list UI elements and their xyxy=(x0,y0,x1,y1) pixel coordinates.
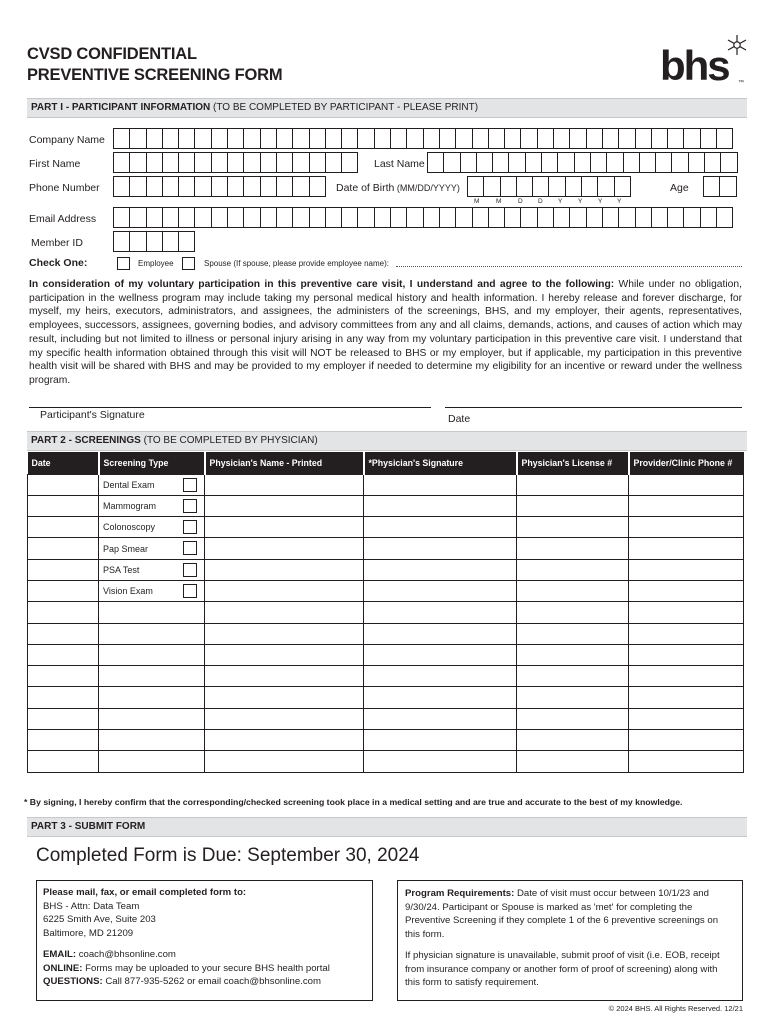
email-line xyxy=(43,948,366,962)
col-screening-type: Screening Type xyxy=(99,452,205,474)
physician-name-cell[interactable] xyxy=(205,730,364,751)
spouse-label: Spouse (If spouse, please provide employee name): xyxy=(204,259,389,268)
form-title xyxy=(27,44,282,86)
phone-cell[interactable] xyxy=(629,538,744,559)
col-date: Date xyxy=(28,452,99,474)
physician-signature-cell[interactable] xyxy=(364,666,517,687)
date-cell[interactable] xyxy=(28,730,99,751)
phone-cell[interactable] xyxy=(629,687,744,708)
colonoscopy-checkbox[interactable] xyxy=(183,520,197,534)
screening-type-cell[interactable] xyxy=(99,666,205,687)
dob-letter-d2: D xyxy=(538,198,543,205)
physician-signature-cell[interactable] xyxy=(364,559,517,580)
due-date-heading: Completed Form is Due: September 30, 2024 xyxy=(36,845,420,866)
screenings-table xyxy=(27,452,744,773)
phone-cell[interactable] xyxy=(629,751,744,772)
table-row xyxy=(28,644,744,665)
table-row xyxy=(28,474,744,495)
table-row xyxy=(28,708,744,729)
address-line-1: BHS - Attn: Data Team xyxy=(43,900,140,912)
screening-type-cell[interactable] xyxy=(99,602,205,623)
logo-text: bhs xyxy=(660,42,729,89)
phone-cell[interactable] xyxy=(629,623,744,644)
phone-number-label: Phone Number xyxy=(29,182,100,194)
table-row xyxy=(28,623,744,644)
first-name-field[interactable] xyxy=(113,152,358,173)
email-value[interactable]: coach@bhsonline.com xyxy=(76,949,176,960)
screening-type-cell xyxy=(99,474,205,495)
part3-header xyxy=(27,817,747,837)
screening-type-cell[interactable] xyxy=(99,687,205,708)
physician-signature-cell[interactable] xyxy=(364,517,517,538)
screening-type-cell xyxy=(99,559,205,580)
screening-type-cell xyxy=(99,495,205,516)
table-row xyxy=(28,602,744,623)
physician-name-cell[interactable] xyxy=(205,559,364,580)
col-license: Physician's License # xyxy=(517,452,629,474)
physician-signature-cell[interactable] xyxy=(364,495,517,516)
screening-mammogram: Mammogram xyxy=(103,500,157,511)
address-line-3: Baltimore, MD 21209 xyxy=(43,927,134,939)
check-one-label: Check One: xyxy=(29,257,88,269)
screening-type-cell[interactable] xyxy=(99,751,205,772)
table-header-row xyxy=(28,452,744,474)
date-cell[interactable] xyxy=(28,644,99,665)
requirements-key: Program Requirements: xyxy=(405,888,515,899)
dob-letter-m1: M xyxy=(474,198,480,205)
questions-key: QUESTIONS: xyxy=(43,976,103,987)
dob-letter-d1: D xyxy=(518,198,523,205)
dob-letter-y2: Y xyxy=(578,198,583,205)
phone-cell[interactable] xyxy=(629,474,744,495)
license-cell[interactable] xyxy=(517,559,629,580)
table-row xyxy=(28,751,744,772)
member-id-label: Member ID xyxy=(31,237,83,249)
online-line xyxy=(43,962,366,976)
physician-signature-cell[interactable] xyxy=(364,708,517,729)
table-row xyxy=(28,666,744,687)
physician-signature-cell[interactable] xyxy=(364,538,517,559)
date-cell[interactable] xyxy=(28,687,99,708)
dob-letter-y1: Y xyxy=(558,198,563,205)
license-cell[interactable] xyxy=(517,538,629,559)
table-row xyxy=(28,559,744,580)
date-cell[interactable] xyxy=(28,517,99,538)
col-physician-signature: *Physician's Signature xyxy=(364,452,517,474)
phone-number-field[interactable] xyxy=(113,176,326,197)
dob-letter-y4: Y xyxy=(617,198,622,205)
screening-type-cell xyxy=(99,517,205,538)
age-field[interactable] xyxy=(703,176,737,197)
phone-cell[interactable] xyxy=(629,644,744,665)
date-cell[interactable] xyxy=(28,708,99,729)
logo-trademark: ™ xyxy=(738,80,744,86)
physician-signature-note: * By signing, I hereby confirm that the corresponding/checked screening took place in a medical setting and are true and accurate to the best of my knowledge. xyxy=(24,797,683,807)
physician-name-cell[interactable] xyxy=(205,708,364,729)
part2-header xyxy=(27,431,747,451)
physician-signature-cell[interactable] xyxy=(364,730,517,751)
date-cell[interactable] xyxy=(28,602,99,623)
consent-bold: In consideration of my voluntary participation in this preventive care visit, I understand and agree to the following: xyxy=(29,279,615,290)
part1-subtitle: (TO BE COMPLETED BY PARTICIPANT - PLEASE PRINT) xyxy=(210,102,479,113)
license-cell[interactable] xyxy=(517,495,629,516)
screening-type-cell xyxy=(99,538,205,559)
psa-test-checkbox[interactable] xyxy=(183,563,197,577)
last-name-label: Last Name xyxy=(374,158,425,170)
physician-name-cell[interactable] xyxy=(205,623,364,644)
screening-pap-smear: Pap Smear xyxy=(103,543,149,554)
participant-signature-line[interactable] xyxy=(29,407,431,408)
physician-signature-cell[interactable] xyxy=(364,623,517,644)
part2-subtitle: (TO BE COMPLETED BY PHYSICIAN) xyxy=(140,435,318,446)
table-row xyxy=(28,517,744,538)
license-cell[interactable] xyxy=(517,644,629,665)
vision-exam-checkbox[interactable] xyxy=(183,584,197,598)
mail-heading: Please mail, fax, or email completed form to: xyxy=(43,887,247,898)
screening-psa-test: PSA Test xyxy=(103,564,140,575)
date-cell[interactable] xyxy=(28,495,99,516)
company-name-label: Company Name xyxy=(29,134,105,146)
physician-signature-cell[interactable] xyxy=(364,580,517,601)
last-name-field[interactable] xyxy=(427,152,738,173)
physician-name-cell[interactable] xyxy=(205,517,364,538)
part1-header xyxy=(27,98,747,118)
license-cell[interactable] xyxy=(517,474,629,495)
online-value: Forms may be uploaded to your secure BHS health portal xyxy=(82,962,330,974)
table-row xyxy=(28,687,744,708)
physician-signature-cell[interactable] xyxy=(364,474,517,495)
address-line-2: 6225 Smith Ave, Suite 203 xyxy=(43,914,156,925)
dob-field[interactable] xyxy=(467,176,631,197)
proof-of-visit-text: If physician signature is unavailable, submit proof of visit (i.e. EOB, receipt from insurance company or another form of proof of screening) along with this form to satisfy requirement. xyxy=(405,950,720,988)
part2-title: PART 2 - SCREENINGS xyxy=(31,435,141,446)
col-physician-name: Physician's Name - Printed xyxy=(205,452,364,474)
email-key: EMAIL: xyxy=(43,949,77,960)
part3-title: PART 3 - SUBMIT FORM xyxy=(31,821,146,832)
date-cell[interactable] xyxy=(28,474,99,495)
mammogram-checkbox[interactable] xyxy=(183,499,197,513)
license-cell[interactable] xyxy=(517,730,629,751)
signature-date-line[interactable] xyxy=(445,407,742,408)
date-cell[interactable] xyxy=(28,559,99,580)
physician-name-cell[interactable] xyxy=(205,644,364,665)
dob-label-text: Date of Birth xyxy=(336,182,395,194)
email-address-label: Email Address xyxy=(29,213,97,225)
date-cell[interactable] xyxy=(28,538,99,559)
submission-info-box xyxy=(36,880,373,1001)
date-cell[interactable] xyxy=(28,580,99,601)
license-cell[interactable] xyxy=(517,708,629,729)
phone-cell[interactable] xyxy=(629,559,744,580)
consent-paragraph xyxy=(29,278,742,388)
bhs-logo xyxy=(660,34,750,94)
screening-type-cell[interactable] xyxy=(99,644,205,665)
screening-vision-exam: Vision Exam xyxy=(103,586,153,597)
table-row xyxy=(28,730,744,751)
dental-checkbox[interactable] xyxy=(183,478,197,492)
phone-cell[interactable] xyxy=(629,730,744,751)
pap-smear-checkbox[interactable] xyxy=(183,541,197,555)
questions-line xyxy=(43,975,366,989)
screening-dental: Dental Exam xyxy=(103,479,155,490)
screening-colonoscopy: Colonoscopy xyxy=(103,522,156,533)
physician-name-cell[interactable] xyxy=(205,495,364,516)
star-icon xyxy=(726,34,748,56)
table-row xyxy=(28,495,744,516)
license-cell[interactable] xyxy=(517,751,629,772)
screening-type-cell[interactable] xyxy=(99,708,205,729)
title-line-1: CVSD CONFIDENTIAL xyxy=(27,45,197,63)
physician-name-cell[interactable] xyxy=(205,666,364,687)
physician-name-cell[interactable] xyxy=(205,687,364,708)
license-cell[interactable] xyxy=(517,580,629,601)
signature-date-label: Date xyxy=(448,413,471,425)
participant-signature-label: Participant's Signature xyxy=(40,409,145,421)
phone-cell[interactable] xyxy=(629,708,744,729)
table-row xyxy=(28,580,744,601)
program-requirements-box xyxy=(397,880,743,1001)
physician-name-cell[interactable] xyxy=(205,751,364,772)
questions-value: Call 877-935-5262 or email coach@bhsonline.com xyxy=(102,976,321,987)
date-cell[interactable] xyxy=(28,751,99,772)
employee-checkbox[interactable] xyxy=(117,257,130,270)
spouse-employee-name-field[interactable] xyxy=(396,266,742,267)
physician-name-cell[interactable] xyxy=(205,602,364,623)
date-cell[interactable] xyxy=(28,623,99,644)
date-cell[interactable] xyxy=(28,666,99,687)
license-cell[interactable] xyxy=(517,666,629,687)
license-cell[interactable] xyxy=(517,602,629,623)
physician-name-cell[interactable] xyxy=(205,580,364,601)
physician-signature-cell[interactable] xyxy=(364,751,517,772)
email-address-field[interactable] xyxy=(113,207,733,228)
screening-type-cell[interactable] xyxy=(99,730,205,751)
license-cell[interactable] xyxy=(517,517,629,538)
physician-signature-cell[interactable] xyxy=(364,687,517,708)
title-line-2: PREVENTIVE SCREENING FORM xyxy=(27,66,283,84)
age-label: Age xyxy=(670,182,689,194)
company-name-field[interactable] xyxy=(113,128,733,149)
phone-cell[interactable] xyxy=(629,517,744,538)
dob-hint: (MM/DD/YYYY) xyxy=(394,183,460,193)
first-name-label: First Name xyxy=(29,158,81,170)
physician-signature-cell[interactable] xyxy=(364,602,517,623)
screening-type-cell xyxy=(99,580,205,601)
dob-letter-m2: M xyxy=(496,198,502,205)
dob-letter-y3: Y xyxy=(598,198,603,205)
copyright: © 2024 BHS. All Rights Reserved. 12/21 xyxy=(608,1004,743,1013)
phone-cell[interactable] xyxy=(629,580,744,601)
physician-signature-cell[interactable] xyxy=(364,644,517,665)
table-row xyxy=(28,538,744,559)
requirements-value: Date of visit must occur between 10/1/23 and 9/30/24. Participant or Spouse is marked as 'met' for completing the Preventive Screening if they complete 1 of the 6 preventive screenings on this form. xyxy=(405,888,719,940)
phone-cell[interactable] xyxy=(629,666,744,687)
dob-label xyxy=(336,182,460,194)
license-cell[interactable] xyxy=(517,687,629,708)
requirements-text xyxy=(405,887,735,941)
physician-name-cell[interactable] xyxy=(205,474,364,495)
col-phone: Provider/Clinic Phone # xyxy=(629,452,744,474)
spouse-checkbox[interactable] xyxy=(182,257,195,270)
member-id-field[interactable] xyxy=(113,231,195,252)
phone-cell[interactable] xyxy=(629,602,744,623)
license-cell[interactable] xyxy=(517,623,629,644)
employee-label: Employee xyxy=(138,259,174,268)
consent-text: While under no obligation, participation in the wellness program may include taking my personal medical history and health information. I hereby release and forever discharge, for myself, my heirs, executors, administrators, and assignees, the administers of the screenings, BHS, and my employer, their agents, representatives, employees, successors, assignees, governing bodies, and advisory committees from any and all claims, demands, actions, and causes of action which may result, including but not limited to illness or personal injury arising in any way from my voluntary participation in this preventive care visit. I understand that my specific health information obtained through this visit will NOT be released to BHS or my employer, but if applicable, my participation in this preventive health visit will be shared with BHS and may be provided to my employer if needed to determine my eligibility for an incentive or reward under the wellness program. xyxy=(29,279,742,386)
online-key: ONLINE: xyxy=(43,962,83,974)
part1-title: PART I - PARTICIPANT INFORMATION xyxy=(31,102,211,113)
screening-type-cell[interactable] xyxy=(99,623,205,644)
phone-cell[interactable] xyxy=(629,495,744,516)
physician-name-cell[interactable] xyxy=(205,538,364,559)
